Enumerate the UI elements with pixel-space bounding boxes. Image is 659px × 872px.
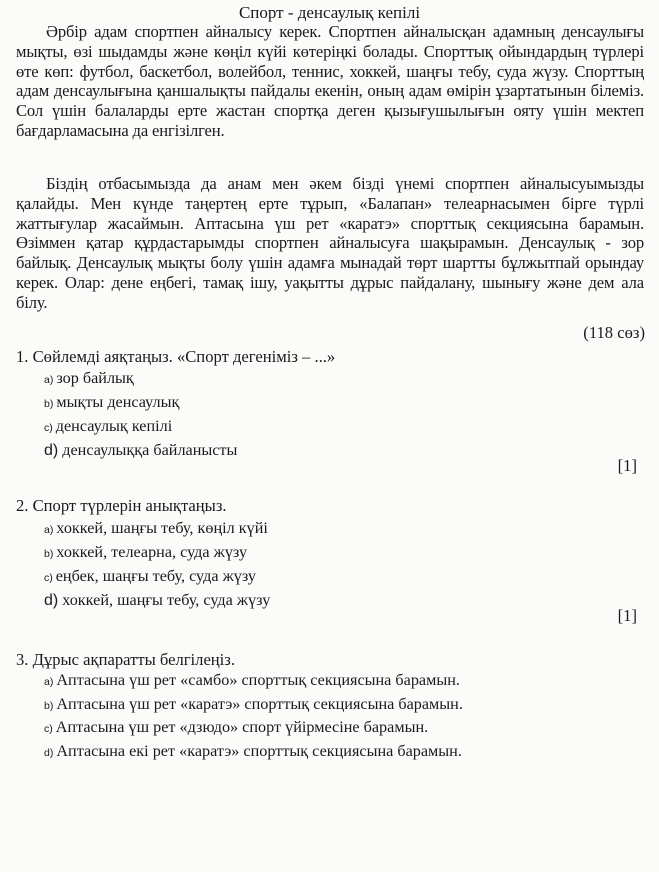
option-text: Аптасына үш рет «дзюдо» спорт үйірмесіне барамын.	[55, 718, 429, 736]
option-letter: b)	[44, 548, 54, 560]
option-text: мықты денсаулық	[56, 393, 180, 411]
option-letter: c)	[44, 572, 53, 584]
option-letter: a)	[44, 676, 54, 688]
question-2-options	[44, 517, 270, 612]
question-3-title: 3. Дұрыс ақпаратты белгілеңіз.	[16, 650, 235, 669]
question-2-mark: [1]	[617, 606, 637, 625]
question-2-option-d[interactable]	[44, 589, 270, 612]
question-2-option-b[interactable]	[44, 541, 270, 565]
question-2-option-a[interactable]	[44, 517, 270, 541]
option-text: еңбек, шаңғы тебу, суда жүзу	[55, 567, 257, 585]
word-count: (118 сөз)	[583, 323, 645, 342]
paragraph-1: Әрбір адам спортпен айналысу керек. Спортпен айналысқан адамның денсаулығы мықты, өзі шыдамды және көңіл күйі көтеріңкі болады. Спорттық ойындардың түрлері өте көп: футбол, баскетбол, волейбол, теннис, хоккей, шаңғы тебу, суда жүзу. Спорттың адам денсаулығына қаншалықты пайдалы екенін, оның адам өмірін ұзартатынын білеміз. Сол үшін балаларды ерте жастан спортқа деген қызығушылығын ояту үшін мектеп бағдарламасына да енгізілген.	[16, 22, 644, 140]
reading-text-continued	[16, 174, 644, 313]
question-3-option-b[interactable]	[44, 694, 463, 718]
option-text: Аптасына екі рет «каратэ» спорттық секциясына барамын.	[56, 741, 462, 760]
page-title: Спорт - денсаулық кепілі	[238, 3, 421, 22]
option-letter: a)	[44, 524, 54, 536]
question-2-title: 2. Спорт түрлерін анықтаңыз.	[16, 496, 227, 515]
option-letter: d)	[44, 746, 54, 759]
option-text: Аптасына үш рет «самбо» спорттық секциясына барамын.	[56, 671, 460, 689]
option-letter: c)	[44, 422, 53, 434]
option-letter: b)	[44, 398, 54, 410]
question-1-options	[44, 367, 237, 462]
option-letter: d)	[44, 442, 59, 459]
option-letter: b)	[44, 699, 54, 712]
option-letter: c)	[44, 723, 53, 735]
option-text: хоккей, шаңғы тебу, суда жүзу	[62, 591, 271, 609]
question-1-option-b[interactable]	[44, 391, 237, 415]
option-text: зор байлық	[56, 369, 134, 387]
paragraph-2: Біздің отбасымызда да анам мен әкем бізді үнемі спортпен айналысуымызды қалайды. Мен күнде таңертең ерте тұрып, «Балапан» телеарнасымен бірге түрлі жаттығулар жасаймын. Аптасына үш рет «каратэ» спорттық секциясына барамын. Өзіммен қатар құрдастарымды спортпен айналысуға шақырамын. Денсаулық - зор байлық. Денсаулық мықты болу үшін адамға мынадай төрт шартты бұлжытпай орындау керек. Олар: дене еңбегі, тамақ ішу, уақытты дұрыс пайдалану, шынығу және дем ала білу.	[16, 174, 644, 312]
option-text: денсаулыққа байланысты	[62, 441, 238, 459]
question-3-option-a[interactable]	[44, 670, 463, 694]
option-text: хоккей, шаңғы тебу, көңіл күйі	[56, 519, 268, 537]
option-letter: d)	[44, 592, 59, 609]
question-1-title: 1. Сөйлемді аяқтаңыз. «Спорт дегеніміз – ...»	[16, 347, 336, 366]
question-2-option-c[interactable]	[44, 565, 270, 589]
question-1-option-a[interactable]	[44, 367, 237, 391]
option-letter: a)	[44, 374, 54, 386]
question-1-option-d[interactable]	[44, 439, 237, 462]
question-3-options	[44, 670, 463, 764]
question-1-option-c[interactable]	[44, 415, 237, 439]
reading-text	[16, 22, 644, 141]
option-text: денсаулық кепілі	[55, 417, 173, 435]
option-text: хоккей, телеарна, суда жүзу	[56, 543, 248, 561]
question-3-option-c[interactable]	[44, 717, 463, 741]
question-1-mark: [1]	[617, 456, 637, 475]
question-3-option-d[interactable]	[44, 741, 463, 765]
option-text: Аптасына үш рет «каратэ» спорттық секциясына барамын.	[56, 694, 463, 713]
